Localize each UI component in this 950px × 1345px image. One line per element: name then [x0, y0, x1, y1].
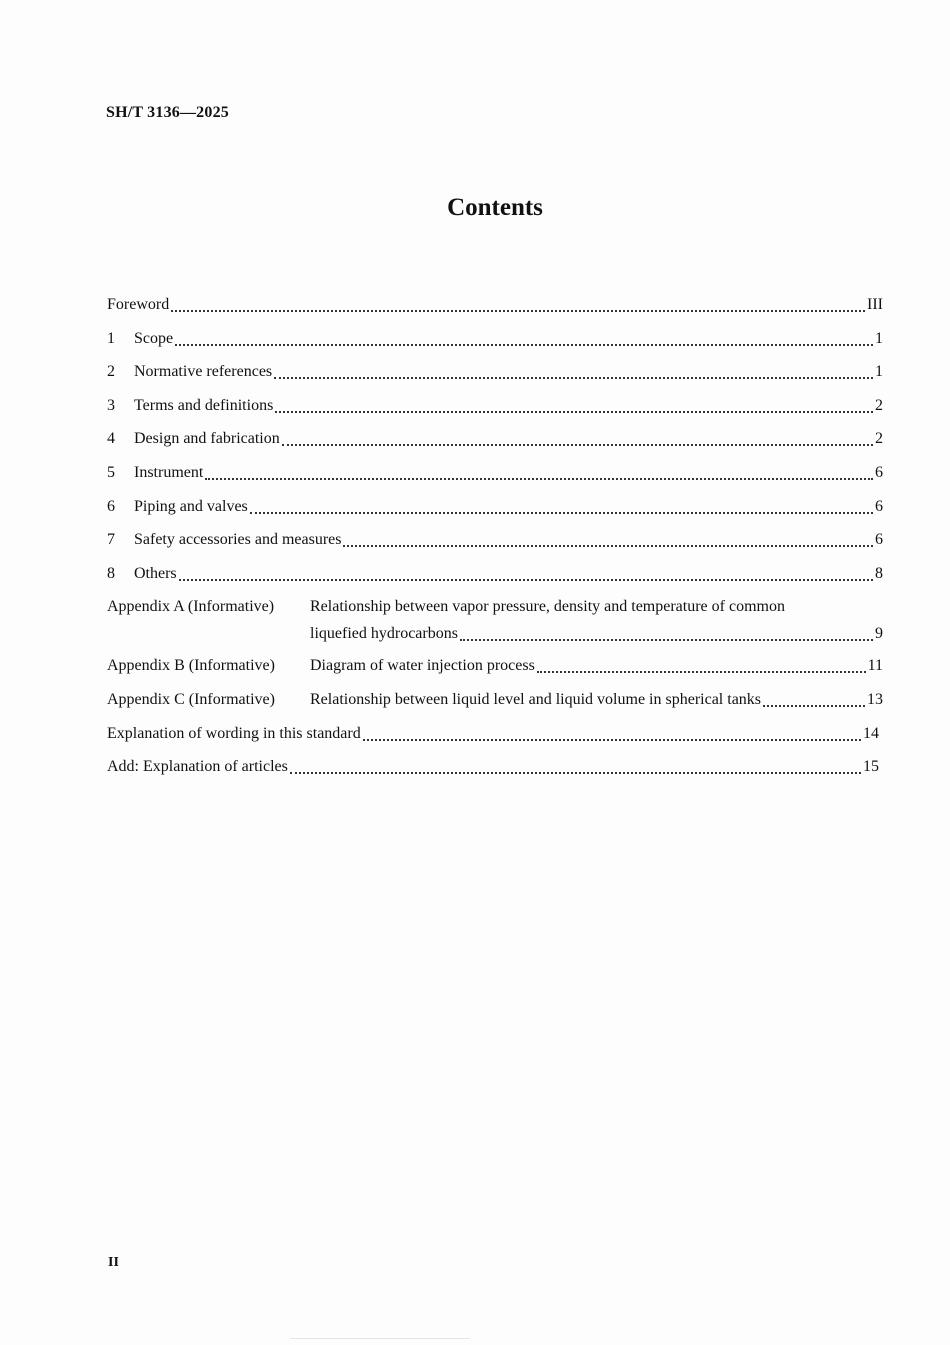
- toc-entry-explanation[interactable]: [107, 717, 883, 751]
- dot-leader: [282, 428, 873, 446]
- toc-entry-page: 6: [875, 497, 883, 515]
- appendix-heading: Appendix A (Informative): [107, 598, 275, 616]
- appendix-title-line2: liquefied hydrocarbons: [310, 625, 458, 643]
- page-title: Contents: [447, 194, 543, 221]
- dot-leader: [171, 294, 865, 312]
- dot-leader: [363, 723, 861, 741]
- toc-entry-label: Piping and valves: [134, 497, 248, 515]
- table-of-contents: [107, 288, 883, 784]
- toc-entry-page: 8: [875, 564, 883, 582]
- appendix-body: [310, 652, 883, 678]
- toc-entry-label: Others: [134, 564, 177, 582]
- section-number: 8: [107, 564, 115, 582]
- toc-entry-section[interactable]: [107, 422, 883, 456]
- dot-leader: [175, 328, 873, 346]
- toc-entry-section[interactable]: [107, 355, 883, 389]
- appendix-body: [310, 594, 883, 646]
- section-number: 2: [107, 363, 115, 381]
- section-number: 3: [107, 396, 115, 414]
- toc-entry-appendix-b[interactable]: [107, 649, 883, 683]
- toc-entry-page: 15: [863, 758, 879, 776]
- toc-entry-label: Normative references: [134, 363, 273, 381]
- toc-entry-page: 9: [875, 625, 883, 643]
- toc-entry-page: 6: [875, 463, 883, 481]
- appendix-title: Diagram of water injection process: [310, 657, 535, 675]
- toc-entry-section[interactable]: [107, 456, 883, 490]
- standard-code: SH/T 3136—2025: [106, 104, 229, 121]
- section-number: 6: [107, 497, 115, 515]
- dot-leader: [290, 756, 861, 774]
- page-number: II: [108, 1255, 119, 1270]
- toc-entry-label: Scope: [134, 329, 174, 347]
- appendix-title: Relationship between liquid level and liquid volume in spherical tanks: [310, 690, 762, 708]
- toc-entry-label: Design and fabrication: [134, 430, 280, 448]
- section-number: 4: [107, 430, 115, 448]
- dot-leader: [275, 395, 873, 413]
- toc-entry-section[interactable]: [107, 490, 883, 524]
- dot-leader: [343, 529, 873, 547]
- appendix-heading: Appendix B (Informative): [107, 657, 275, 675]
- appendix-body: [310, 686, 883, 712]
- toc-entry-page: 1: [875, 363, 883, 381]
- section-number: 5: [107, 463, 115, 481]
- toc-entry-page: 13: [867, 690, 883, 708]
- toc-entry-page: 14: [863, 724, 879, 742]
- toc-entry-label: Safety accessories and measures: [134, 531, 342, 549]
- toc-entry-label: Foreword: [107, 296, 170, 313]
- toc-entry-add[interactable]: [107, 750, 883, 784]
- dot-leader: [250, 496, 873, 514]
- appendix-title-row: [310, 686, 883, 712]
- dot-leader: [537, 655, 866, 673]
- toc-entry-label: Add: Explanation of articles: [107, 758, 288, 776]
- toc-entry-page: 2: [875, 396, 883, 414]
- section-number: 7: [107, 531, 115, 549]
- toc-entry-page: 6: [875, 531, 883, 549]
- toc-entry-page: III: [867, 296, 883, 313]
- appendix-title-row: [310, 652, 883, 678]
- appendix-title-line1: Relationship between vapor pressure, density and temperature of common: [310, 598, 785, 616]
- toc-entry-section[interactable]: [107, 523, 883, 557]
- dot-leader: [274, 361, 873, 379]
- toc-entry-page: 1: [875, 329, 883, 347]
- dot-leader: [460, 623, 873, 641]
- dot-leader: [205, 462, 873, 480]
- appendix-title-line2-row: [310, 620, 883, 646]
- toc-entry-label: Terms and definitions: [134, 396, 274, 414]
- toc-entry-appendix-a[interactable]: [107, 590, 883, 649]
- section-number: 1: [107, 329, 115, 347]
- toc-entry-foreword[interactable]: [107, 288, 883, 322]
- toc-entry-page: 2: [875, 430, 883, 448]
- appendix-heading: Appendix C (Informative): [107, 690, 275, 708]
- toc-entry-section[interactable]: [107, 322, 883, 356]
- dot-leader: [179, 563, 873, 581]
- bottom-divider: [290, 1338, 470, 1339]
- dot-leader: [763, 689, 865, 707]
- toc-entry-label: Instrument: [134, 463, 204, 481]
- toc-entry-section[interactable]: [107, 557, 883, 591]
- toc-entry-section[interactable]: [107, 389, 883, 423]
- toc-entry-label: Explanation of wording in this standard: [107, 724, 361, 742]
- toc-entry-page: 11: [867, 657, 883, 675]
- toc-entry-appendix-c[interactable]: [107, 683, 883, 717]
